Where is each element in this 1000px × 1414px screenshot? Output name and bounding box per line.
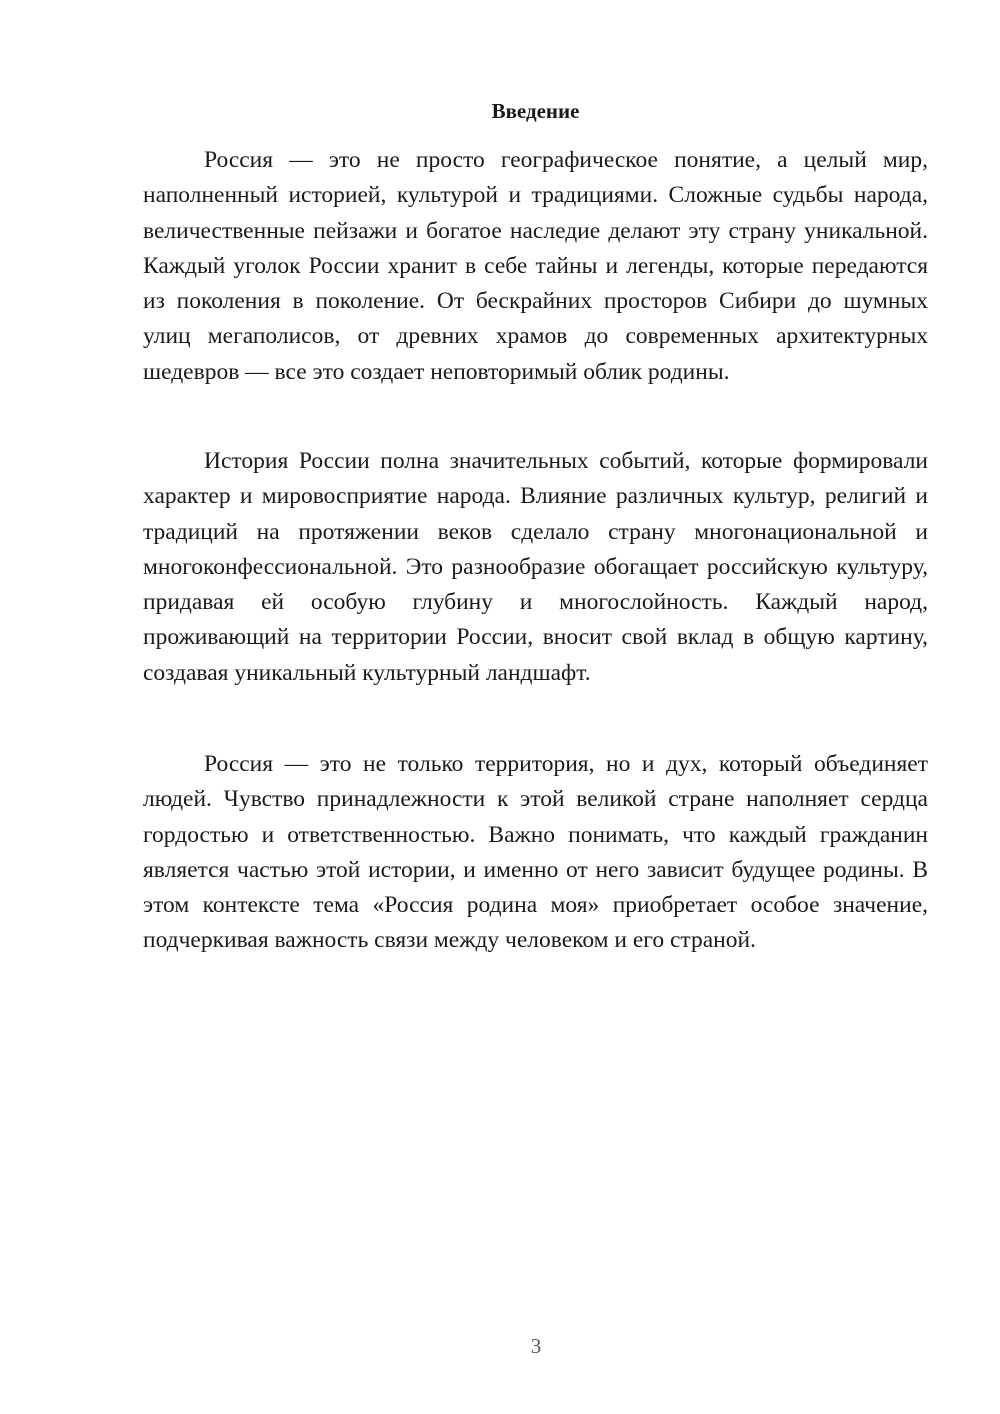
paragraph-2: История России полна значительных событий, которые формировали характер и мировосприятие народа. Влияние различных культур, религий и традиций на протяжении веков сделало страну многонациональной и многоконфессиональной. Это разнообразие обогащает российскую культуру, придавая ей особую глубину и многослойность. Каждый народ, проживающий на территории России, вносит свой вклад в общую картину, создавая уникальный культурный ландшафт. [143,448,928,686]
section-heading: Введение [491,99,580,123]
paragraph-1: Россия — это не просто географическое понятие, а целый мир, наполненный историей, культурой и традициями. Сложные судьбы народа, величественные пейзажи и богатое наследие делают эту страну уникальной. Каждый уголок России хранит в себе тайны и легенды, которые передаются из поколения в поколение. От бескрайних просторов Сибири до шумных улиц мегаполисов, от древних храмов до современных архитектурных шедевров — все это создает неповторимый облик родины. [143,147,928,385]
paragraph-3: Россия — это не только территория, но и дух, который объединяет людей. Чувство принадлежности к этой великой стране наполняет сердца гордостью и ответственностью. Важно понимать, что каждый гражданин является частью этой истории, и именно от него зависит будущее родины. В этом контексте тема «Россия родина моя» приобретает особое значение, подчеркивая важность связи между человеком и его страной. [143,751,928,954]
page-number: 3 [530,1334,542,1358]
